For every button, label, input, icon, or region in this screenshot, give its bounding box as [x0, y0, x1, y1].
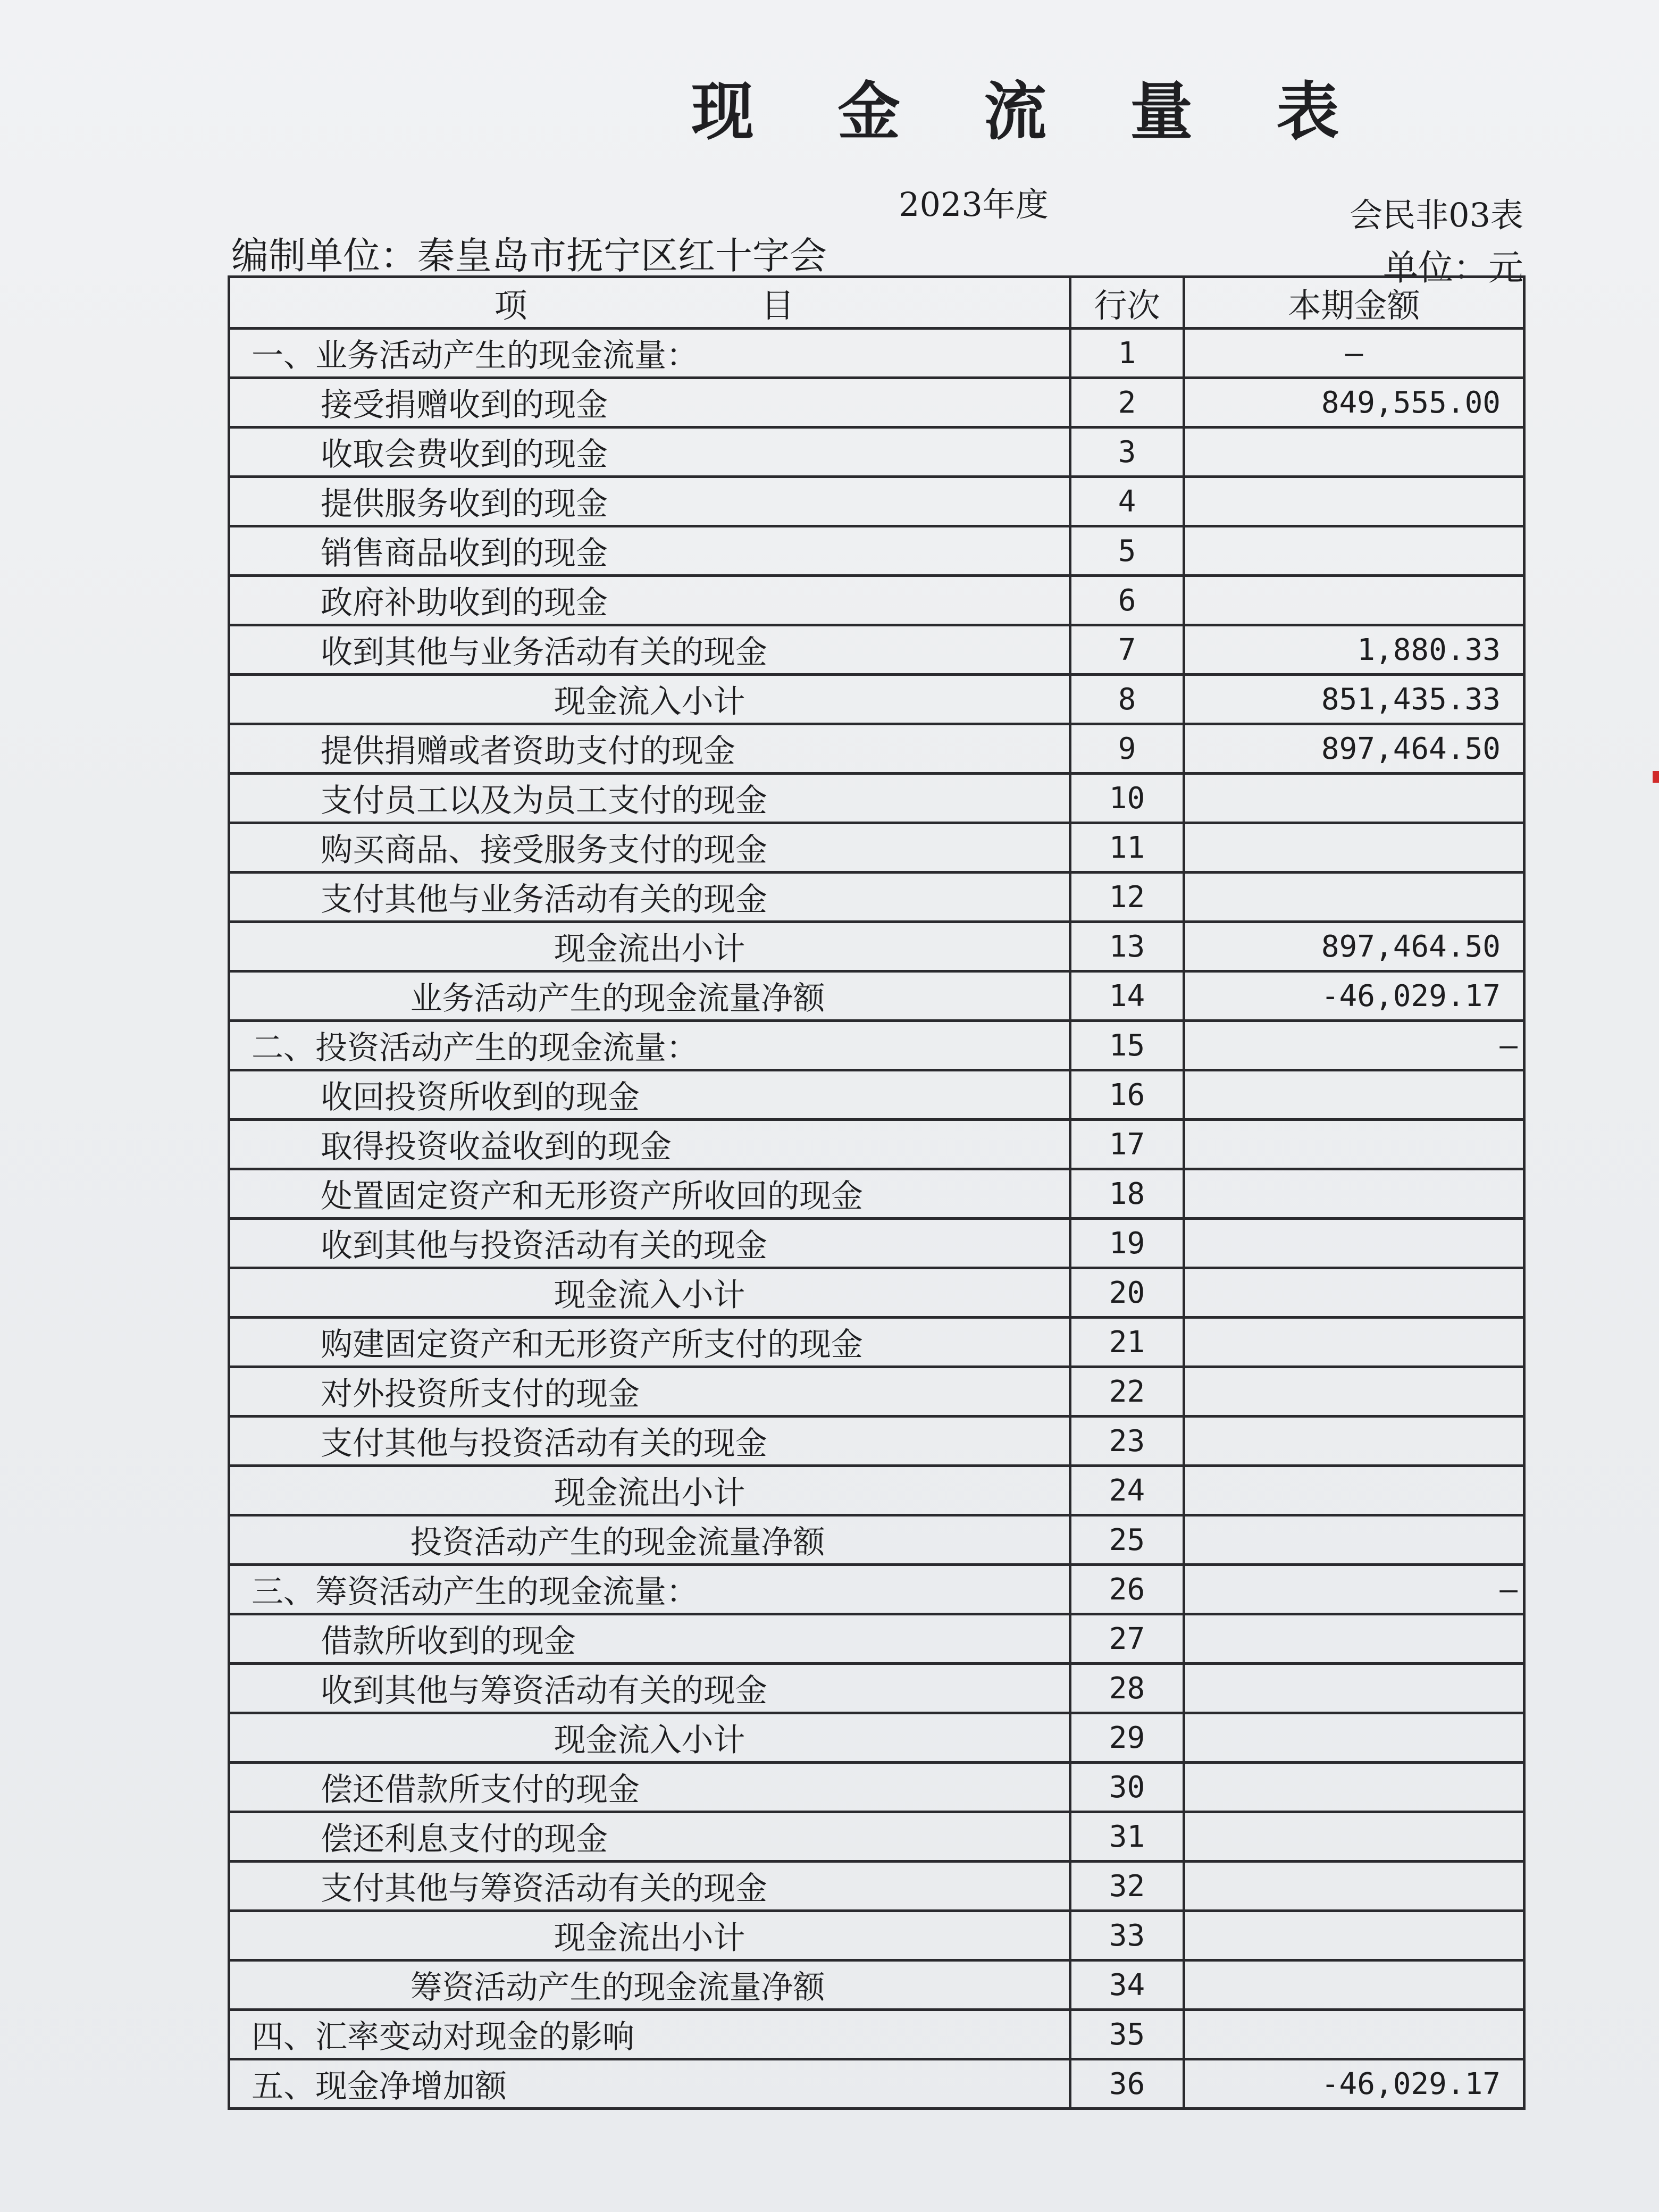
table-row	[229, 1070, 1524, 1120]
row-line-number: 24	[1070, 1466, 1184, 1515]
row-item-text: 投资活动产生的现金流量净额	[410, 1524, 825, 1561]
row-item-label	[229, 477, 1070, 526]
row-line-number: 21	[1070, 1318, 1184, 1367]
row-item-text: 收到其他与投资活动有关的现金	[321, 1227, 767, 1264]
row-amount: —	[1184, 329, 1524, 378]
row-amount: —	[1184, 1021, 1524, 1070]
table-row	[229, 1664, 1524, 1713]
org-name: 秦皇岛市抚宁区红十字会	[417, 234, 827, 278]
row-item-text: 现金流入小计	[554, 683, 745, 720]
row-item-label	[229, 1318, 1070, 1367]
table-row	[229, 378, 1524, 428]
row-amount: 1,880.33	[1184, 625, 1524, 675]
table-row	[229, 1862, 1524, 1911]
row-line-number: 20	[1070, 1268, 1184, 1318]
row-item-label	[229, 1268, 1070, 1318]
row-item-text: 收回投资所收到的现金	[321, 1079, 640, 1116]
cash-flow-table	[228, 275, 1526, 2110]
row-amount: 897,464.50	[1184, 922, 1524, 971]
table-row	[229, 1466, 1524, 1515]
row-line-number: 1	[1070, 329, 1184, 378]
row-line-number: 4	[1070, 477, 1184, 526]
row-item-text: 偿还借款所支付的现金	[321, 1771, 640, 1808]
table-row	[229, 1318, 1524, 1367]
row-item-label	[229, 724, 1070, 774]
row-item-text: 二、投资活动产生的现金流量：	[252, 1029, 698, 1067]
table-row	[229, 922, 1524, 971]
row-item-label	[229, 1960, 1070, 2010]
row-item-text: 提供服务收到的现金	[321, 485, 608, 523]
row-line-number: 32	[1070, 1862, 1184, 1911]
table-row	[229, 873, 1524, 922]
row-item-label	[229, 1169, 1070, 1219]
row-line-number: 17	[1070, 1120, 1184, 1169]
row-item-label	[229, 576, 1070, 625]
row-item-label	[229, 873, 1070, 922]
row-line-number: 28	[1070, 1664, 1184, 1713]
row-item-label	[229, 329, 1070, 378]
row-item-label	[229, 625, 1070, 675]
row-item-label	[229, 1021, 1070, 1070]
table-row	[229, 774, 1524, 823]
row-item-text: 现金流入小计	[554, 1277, 745, 1314]
row-item-text: 筹资活动产生的现金流量净额	[410, 1969, 825, 2006]
row-amount	[1184, 576, 1524, 625]
table-row	[229, 2059, 1524, 2109]
row-amount	[1184, 1417, 1524, 1466]
row-item-label	[229, 2059, 1070, 2109]
table-row	[229, 1169, 1524, 1219]
row-line-number: 16	[1070, 1070, 1184, 1120]
row-item-label	[229, 378, 1070, 428]
table-row	[229, 2010, 1524, 2059]
row-amount	[1184, 1367, 1524, 1417]
row-line-number: 26	[1070, 1565, 1184, 1614]
row-amount	[1184, 1812, 1524, 1862]
row-item-label	[229, 675, 1070, 724]
row-amount	[1184, 1763, 1524, 1812]
row-amount	[1184, 1614, 1524, 1664]
row-line-number: 33	[1070, 1911, 1184, 1960]
row-amount	[1184, 1664, 1524, 1713]
row-amount	[1184, 1960, 1524, 2010]
row-line-number: 35	[1070, 2010, 1184, 2059]
row-amount	[1184, 1318, 1524, 1367]
row-amount	[1184, 1070, 1524, 1120]
row-line-number: 18	[1070, 1169, 1184, 1219]
row-line-number: 7	[1070, 625, 1184, 675]
report-period: 2023年度	[899, 185, 1049, 224]
row-item-label	[229, 823, 1070, 873]
row-line-number: 14	[1070, 971, 1184, 1021]
row-item-label	[229, 1911, 1070, 1960]
table-row	[229, 1565, 1524, 1614]
table-row	[229, 971, 1524, 1021]
row-amount	[1184, 1268, 1524, 1318]
row-line-number: 15	[1070, 1021, 1184, 1070]
row-item-text: 现金流出小计	[554, 1474, 745, 1512]
row-amount	[1184, 428, 1524, 477]
row-amount	[1184, 1713, 1524, 1763]
row-amount	[1184, 873, 1524, 922]
table-row	[229, 1120, 1524, 1169]
row-amount	[1184, 774, 1524, 823]
table-row	[229, 1515, 1524, 1565]
table-row	[229, 1812, 1524, 1862]
row-amount: —	[1184, 1565, 1524, 1614]
row-line-number: 19	[1070, 1219, 1184, 1268]
row-item-label	[229, 1565, 1070, 1614]
row-item-label	[229, 1417, 1070, 1466]
row-item-label	[229, 971, 1070, 1021]
table-row	[229, 1960, 1524, 2010]
row-line-number: 2	[1070, 378, 1184, 428]
row-amount	[1184, 823, 1524, 873]
row-line-number: 29	[1070, 1713, 1184, 1763]
row-item-label	[229, 1614, 1070, 1664]
row-item-label	[229, 1367, 1070, 1417]
row-line-number: 3	[1070, 428, 1184, 477]
row-line-number: 34	[1070, 1960, 1184, 2010]
row-item-label	[229, 1515, 1070, 1565]
row-line-number: 10	[1070, 774, 1184, 823]
row-item-label	[229, 1120, 1070, 1169]
row-item-label	[229, 1812, 1070, 1862]
row-item-text: 现金流出小计	[554, 1920, 745, 1957]
header-line-number: 行次	[1070, 277, 1184, 329]
row-amount	[1184, 477, 1524, 526]
table-row	[229, 823, 1524, 873]
row-line-number: 27	[1070, 1614, 1184, 1664]
row-item-text: 五、现金净增加额	[252, 2068, 507, 2105]
table-row	[229, 1417, 1524, 1466]
row-item-label	[229, 2010, 1070, 2059]
row-item-text: 偿还利息支付的现金	[321, 1821, 608, 1858]
row-item-text: 借款所收到的现金	[321, 1623, 576, 1660]
table-row	[229, 526, 1524, 576]
preparing-organization	[231, 226, 827, 280]
cash-flow-table-container	[228, 275, 1523, 2110]
table-row	[229, 724, 1524, 774]
header-item-right: 目	[761, 286, 805, 325]
row-item-label	[229, 428, 1070, 477]
table-row	[229, 1367, 1524, 1417]
row-line-number: 8	[1070, 675, 1184, 724]
table-header-row	[229, 277, 1524, 329]
table-row	[229, 428, 1524, 477]
row-amount	[1184, 1466, 1524, 1515]
row-line-number: 6	[1070, 576, 1184, 625]
row-item-text: 销售商品收到的现金	[321, 535, 608, 572]
row-line-number: 30	[1070, 1763, 1184, 1812]
row-line-number: 9	[1070, 724, 1184, 774]
form-code: 会民非03表	[1350, 196, 1523, 234]
row-amount: 851,435.33	[1184, 675, 1524, 724]
row-item-label	[229, 1763, 1070, 1812]
row-line-number: 11	[1070, 823, 1184, 873]
row-amount	[1184, 1169, 1524, 1219]
row-line-number: 12	[1070, 873, 1184, 922]
row-line-number: 5	[1070, 526, 1184, 576]
row-line-number: 22	[1070, 1367, 1184, 1417]
row-item-text: 支付员工以及为员工支付的现金	[321, 782, 767, 819]
row-item-label	[229, 1466, 1070, 1515]
header-item	[229, 277, 1070, 329]
row-item-label	[229, 922, 1070, 971]
row-amount	[1184, 1515, 1524, 1565]
table-row	[229, 576, 1524, 625]
row-item-text: 现金流入小计	[554, 1722, 745, 1759]
table-row	[229, 625, 1524, 675]
row-amount	[1184, 1120, 1524, 1169]
row-item-text: 收到其他与筹资活动有关的现金	[321, 1672, 767, 1710]
row-item-text: 收到其他与业务活动有关的现金	[321, 634, 767, 671]
table-row	[229, 1021, 1524, 1070]
table-row	[229, 1713, 1524, 1763]
row-item-text: 一、业务活动产生的现金流量：	[252, 337, 698, 374]
row-item-text: 收取会费收到的现金	[321, 436, 608, 473]
row-item-text: 取得投资收益收到的现金	[321, 1128, 672, 1166]
document-title: 现 金 流 量 表	[691, 74, 1370, 148]
table-row	[229, 1614, 1524, 1664]
table-row	[229, 477, 1524, 526]
edge-red-mark	[1653, 771, 1659, 783]
row-item-text: 四、汇率变动对现金的影响	[252, 2018, 634, 2056]
table-row	[229, 329, 1524, 378]
row-item-label	[229, 1664, 1070, 1713]
table-row	[229, 1911, 1524, 1960]
row-line-number: 31	[1070, 1812, 1184, 1862]
row-line-number: 13	[1070, 922, 1184, 971]
row-amount: -46,029.17	[1184, 2059, 1524, 2109]
row-item-text: 支付其他与筹资活动有关的现金	[321, 1870, 767, 1907]
table-row	[229, 1763, 1524, 1812]
row-item-text: 现金流出小计	[554, 931, 745, 968]
row-item-label	[229, 1862, 1070, 1911]
row-item-text: 购建固定资产和无形资产所支付的现金	[321, 1326, 863, 1363]
row-item-text: 政府补助收到的现金	[321, 584, 608, 622]
row-item-label	[229, 774, 1070, 823]
row-item-label	[229, 1219, 1070, 1268]
header-current-amount: 本期金额	[1184, 277, 1524, 329]
table-row	[229, 1268, 1524, 1318]
row-item-text: 提供捐赠或者资助支付的现金	[321, 733, 735, 770]
row-line-number: 25	[1070, 1515, 1184, 1565]
row-item-label	[229, 1713, 1070, 1763]
header-item-left: 项	[494, 286, 538, 325]
unit-label: 单位：	[1383, 247, 1488, 288]
row-amount	[1184, 1219, 1524, 1268]
row-item-label	[229, 526, 1070, 576]
row-line-number: 36	[1070, 2059, 1184, 2109]
row-amount	[1184, 526, 1524, 576]
row-line-number: 23	[1070, 1417, 1184, 1466]
row-amount: 849,555.00	[1184, 378, 1524, 428]
table-body	[229, 329, 1524, 2109]
row-amount: 897,464.50	[1184, 724, 1524, 774]
unit-value: 元	[1488, 247, 1523, 288]
row-item-text: 支付其他与投资活动有关的现金	[321, 1425, 767, 1462]
row-amount: -46,029.17	[1184, 971, 1524, 1021]
row-item-text: 业务活动产生的现金流量净额	[410, 980, 825, 1017]
org-label: 编制单位：	[231, 234, 417, 278]
row-item-text: 三、筹资活动产生的现金流量：	[252, 1573, 698, 1611]
row-amount	[1184, 1862, 1524, 1911]
row-amount	[1184, 1911, 1524, 1960]
row-item-label	[229, 1070, 1070, 1120]
table-row	[229, 1219, 1524, 1268]
row-item-text: 对外投资所支付的现金	[321, 1376, 640, 1413]
row-item-text: 支付其他与业务活动有关的现金	[321, 881, 767, 918]
row-amount	[1184, 2010, 1524, 2059]
row-item-text: 处置固定资产和无形资产所收回的现金	[321, 1178, 863, 1215]
row-item-text: 购买商品、接受服务支付的现金	[321, 832, 767, 869]
row-item-text: 接受捐赠收到的现金	[321, 387, 608, 424]
table-row	[229, 675, 1524, 724]
